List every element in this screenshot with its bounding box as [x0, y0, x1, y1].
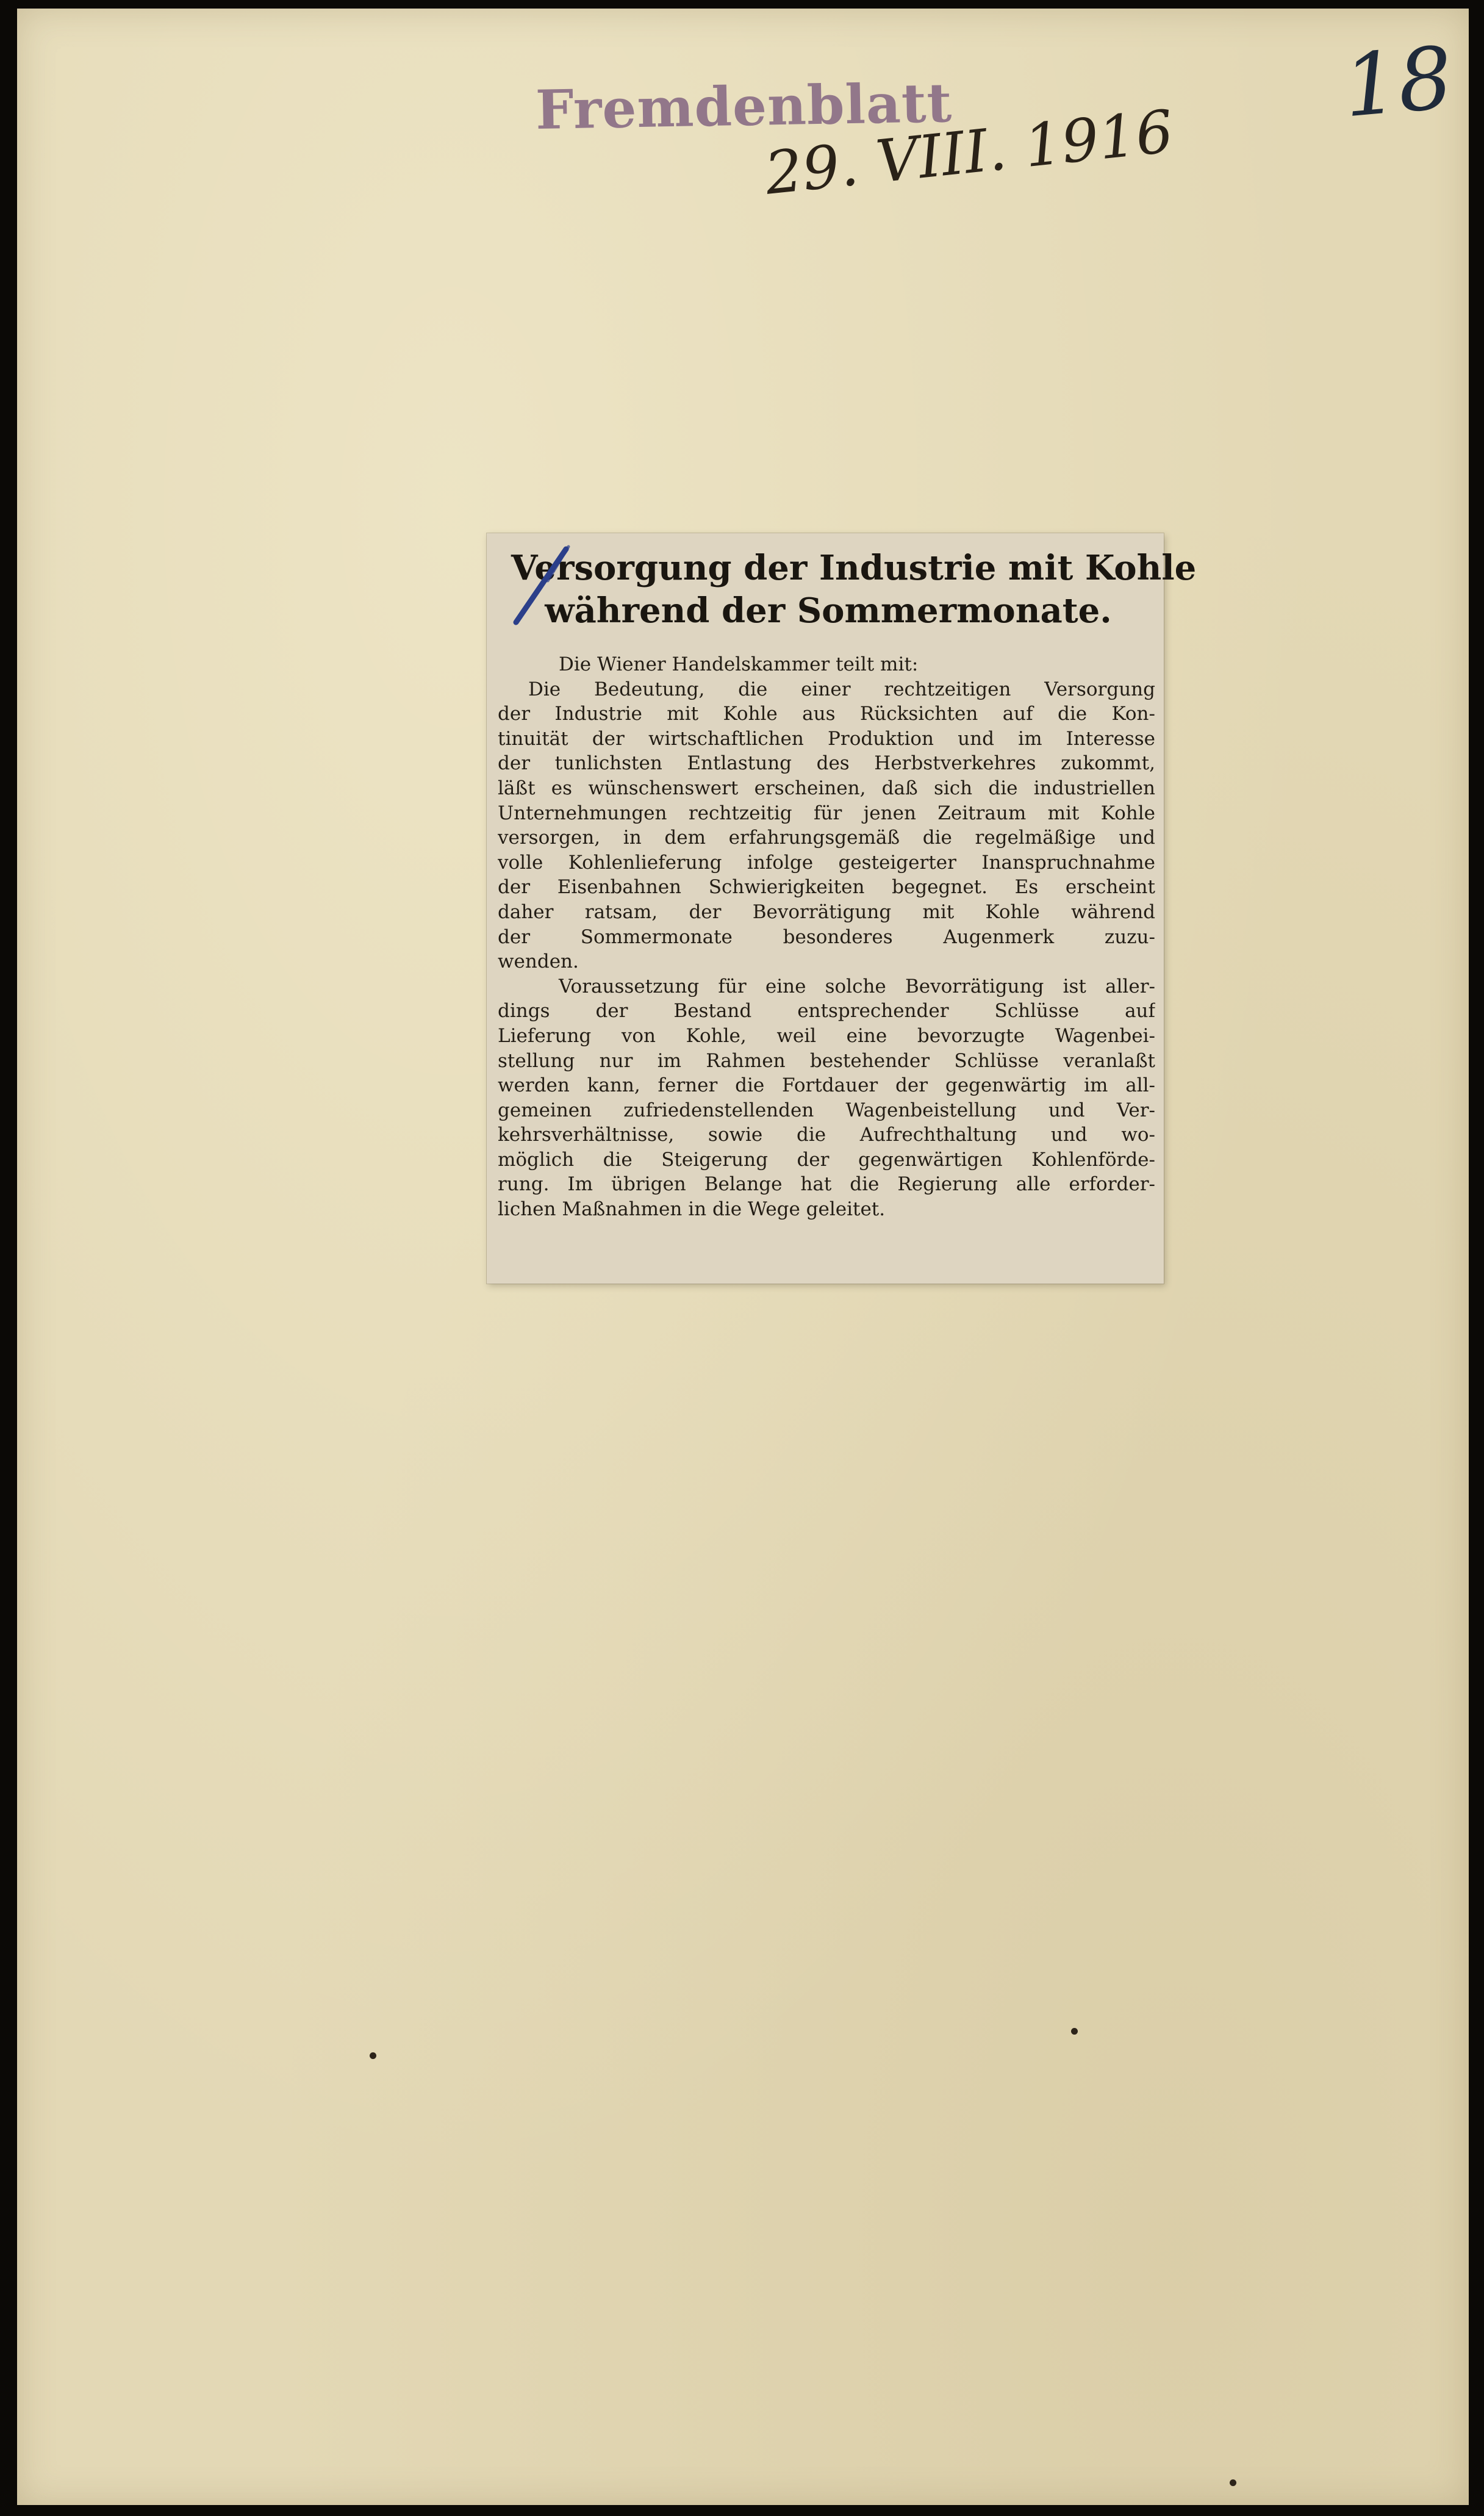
body-line: kehrsverhältnisse, sowie die Aufrechthaltung und wo-	[498, 1124, 1155, 1146]
body-line: Voraussetzung für eine solche Bevorrätigung ist aller-	[559, 975, 1155, 997]
body-line: der tunlichsten Entlastung des Herbstverkehres zukommt,	[498, 752, 1155, 775]
folio-number: 18	[1339, 28, 1457, 137]
newspaper-stamp: Fremdenblatt	[535, 71, 953, 142]
punch-mark	[370, 2052, 376, 2059]
body-line: wenden.	[498, 951, 579, 973]
body-line: rung. Im übrigen Belange hat die Regierung alle erforder-	[498, 1173, 1155, 1196]
body-line: werden kann, ferner die Fortdauer der gegenwärtig im all-	[498, 1074, 1155, 1097]
body-line: gemeinen zufriedenstellenden Wagenbeistellung und Ver-	[498, 1099, 1155, 1121]
blue-pencil-mark-icon	[505, 544, 578, 630]
body-line: Die Wiener Handelskammer teilt mit:	[559, 653, 919, 675]
body-line: daher ratsam, der Bevorrätigung mit Kohle während	[498, 900, 1155, 923]
body-line: Lieferung von Kohle, weil eine bevorzugte Wagenbei-	[498, 1024, 1155, 1047]
body-line: lichen Maßnahmen in die Wege geleitet.	[498, 1198, 886, 1221]
body-line: volle Kohlenlieferung infolge gesteigerter Inanspruchnahme	[498, 851, 1155, 874]
body-line: stellung nur im Rahmen bestehender Schlüsse veranlaßt	[498, 1049, 1155, 1072]
headline-line-1: Versorgung der Industrie mit Kohle	[511, 548, 1197, 588]
clipping-headline	[511, 547, 1197, 632]
body-line: läßt es wünschenswert erscheinen, daß sich die industriellen	[498, 777, 1155, 799]
headline-line-2: während der Sommermonate.	[545, 591, 1112, 631]
clipping-body	[498, 652, 1155, 1222]
punch-mark	[1230, 2479, 1236, 2486]
body-line: Unternehmungen rechtzeitig für jenen Zeitraum mit Kohle	[498, 802, 1155, 824]
body-line: dings der Bestand entsprechender Schlüsse auf	[498, 1000, 1155, 1023]
body-line: möglich die Steigerung der gegenwärtigen Kohlenförde-	[498, 1148, 1155, 1171]
punch-mark	[1071, 2028, 1078, 2035]
body-line: der Sommermonate besonderes Augenmerk zuzu-	[498, 926, 1155, 948]
body-line: der Eisenbahnen Schwierigkeiten begegnet. Es erscheint	[498, 876, 1155, 899]
newspaper-clipping	[487, 533, 1197, 1284]
handwritten-date: 29. VIII. 1916	[761, 97, 1177, 208]
body-line: Die Bedeutung, die einer rechtzeitigen Versorgung	[528, 678, 1155, 700]
body-line: der Industrie mit Kohle aus Rücksichten auf die Kon-	[498, 703, 1155, 725]
body-line: versorgen, in dem erfahrungsgemäß die regelmäßige und	[498, 827, 1155, 849]
body-line: tinuität der wirtschaftlichen Produktion und im Interesse	[498, 727, 1155, 750]
archive-sheet	[17, 9, 1469, 2505]
